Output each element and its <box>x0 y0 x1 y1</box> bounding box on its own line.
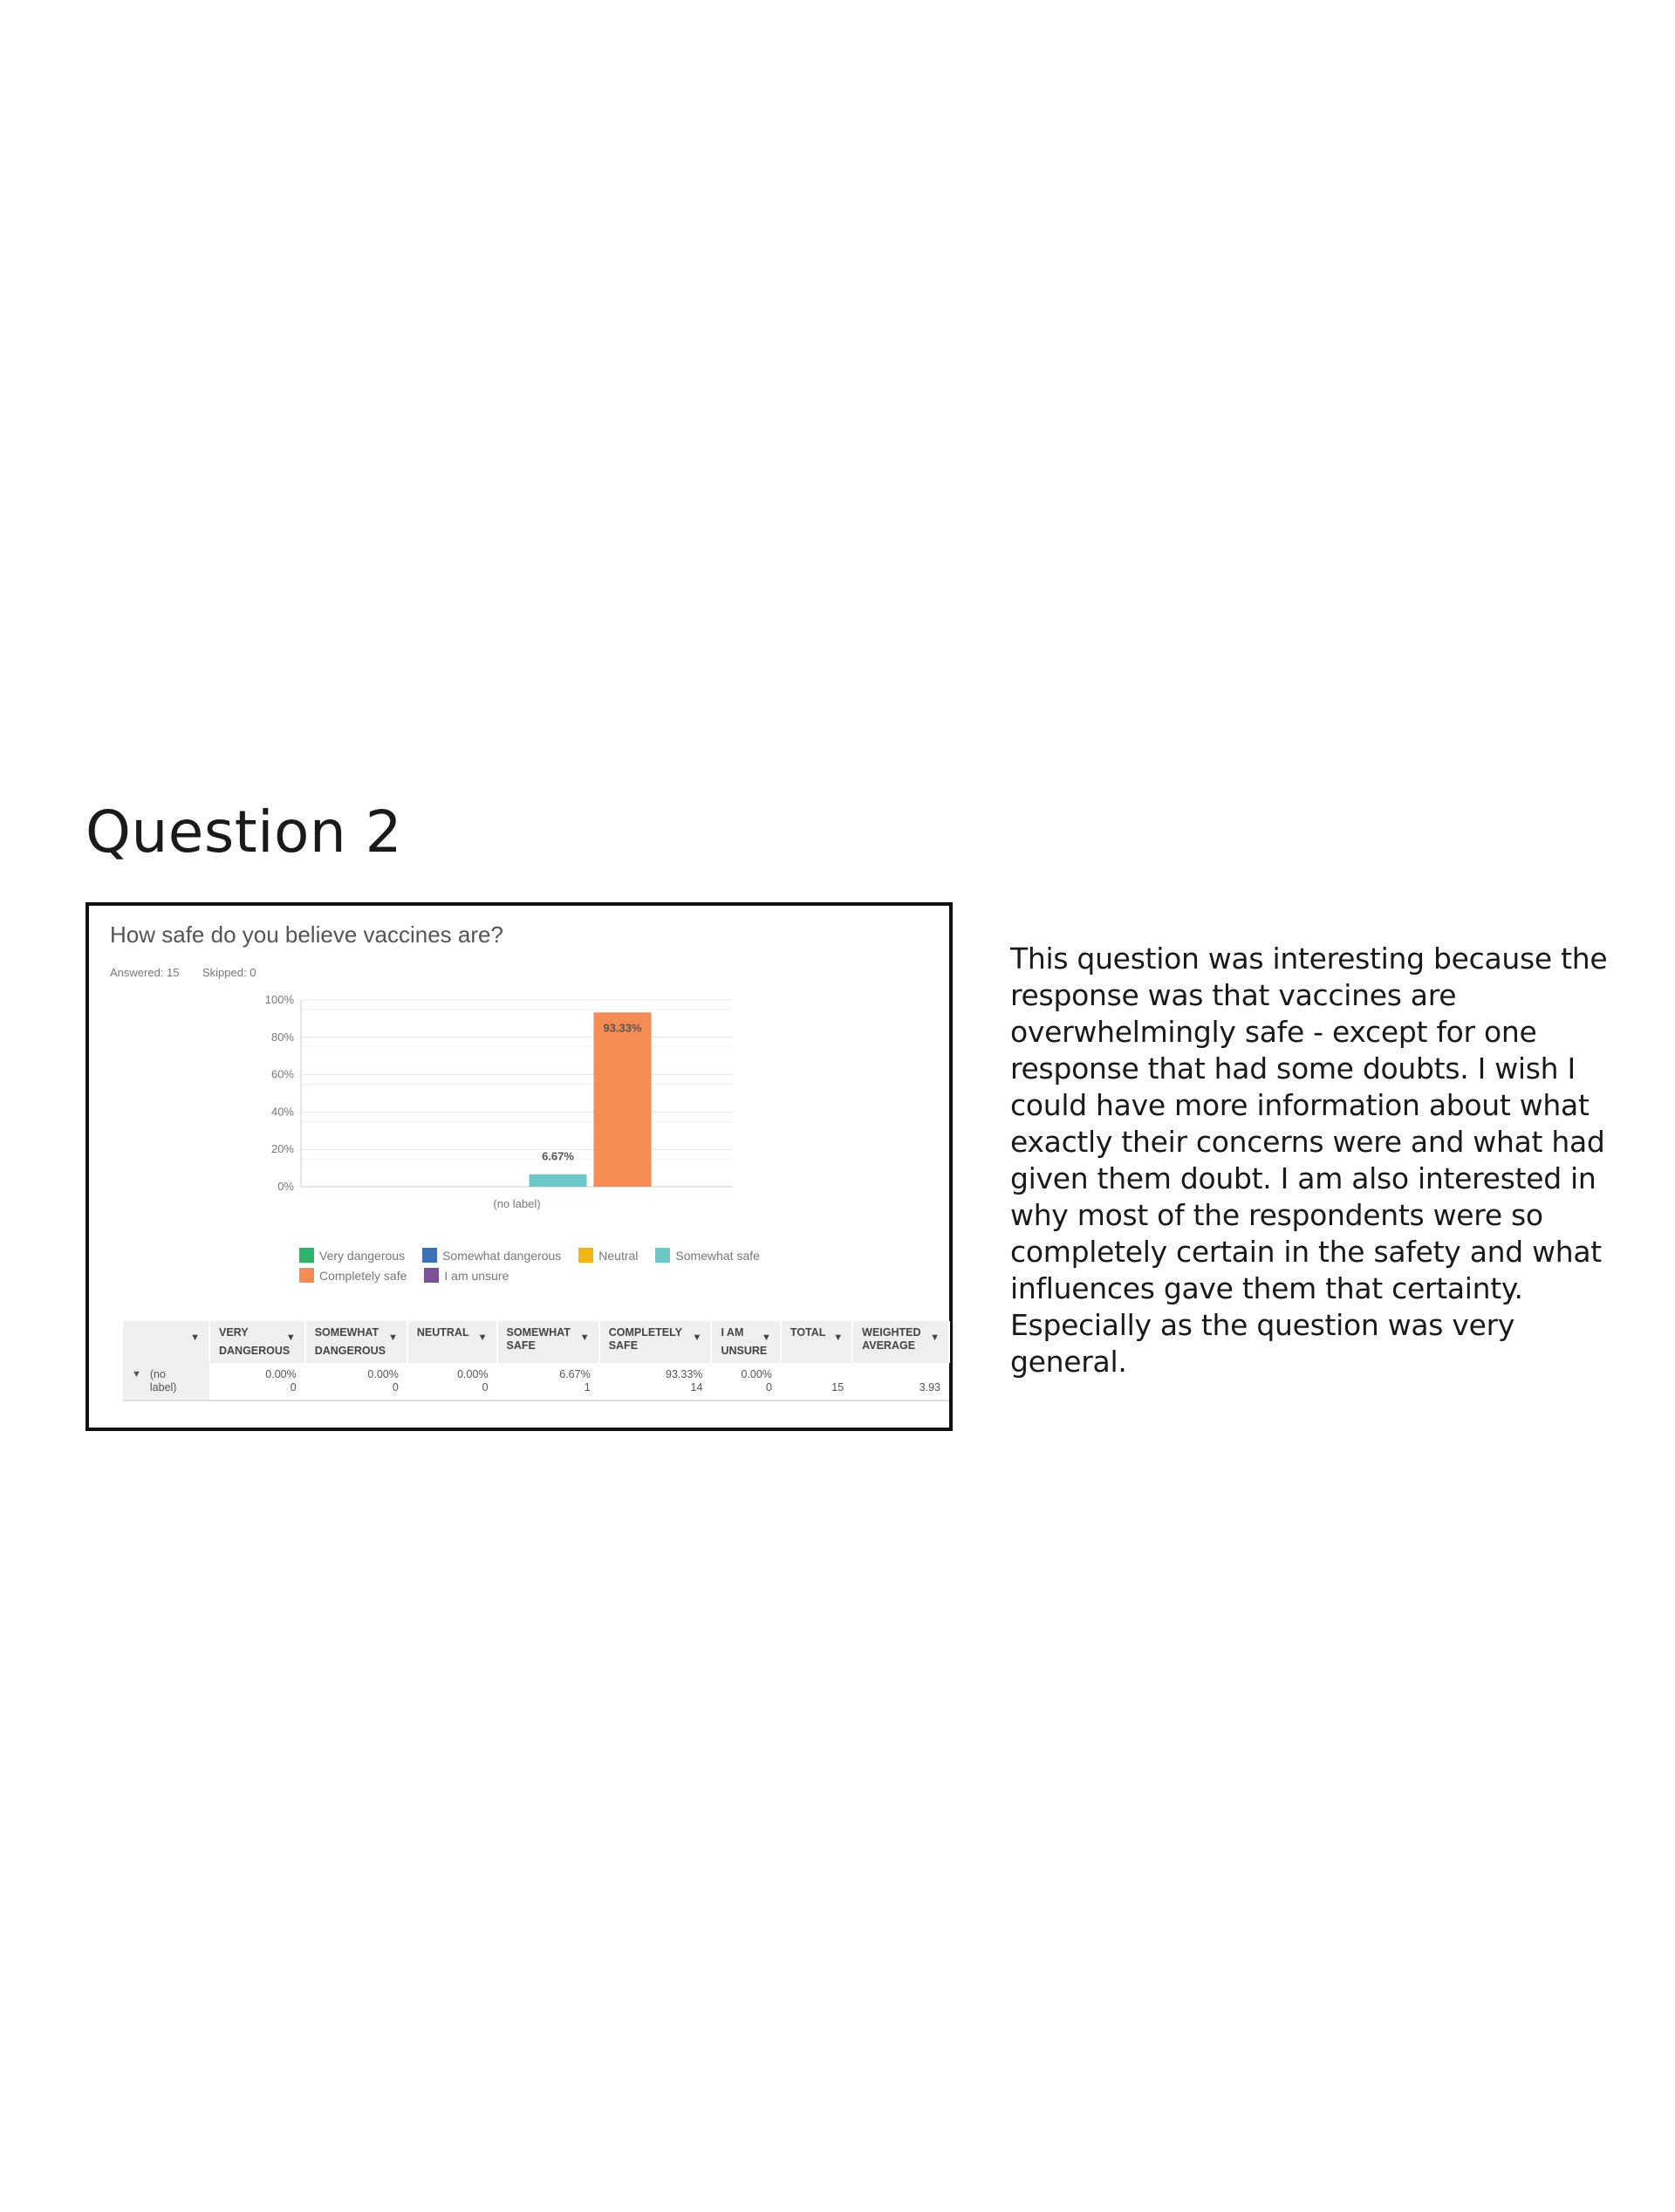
column-header-somewhat-dangerous[interactable]: ▼ SOMEWHAT DANGEROUS <box>305 1321 407 1363</box>
column-header-neutral[interactable]: ▼ NEUTRAL <box>407 1321 497 1363</box>
sort-arrow-icon[interactable]: ▼ <box>387 1332 398 1343</box>
sort-arrow-icon[interactable]: ▼ <box>579 1332 590 1343</box>
legend-item-neutral[interactable] <box>578 1248 638 1263</box>
sort-arrow-icon[interactable]: ▼ <box>190 1332 200 1343</box>
legend-label: Completely safe <box>319 1268 407 1283</box>
table-cell: 0.00% 0 <box>209 1363 305 1400</box>
y-tick-label: 60% <box>270 1067 294 1081</box>
answered-count: Answered: 15 <box>110 966 180 979</box>
column-header-expand[interactable] <box>123 1321 209 1363</box>
legend-label: Somewhat dangerous <box>442 1248 562 1263</box>
legend-swatch <box>299 1248 314 1263</box>
legend-swatch <box>299 1268 314 1283</box>
sort-arrow-icon[interactable]: ▼ <box>285 1332 296 1343</box>
legend-item-completely-safe[interactable] <box>299 1268 407 1283</box>
table-cell: 93.33% 14 <box>599 1363 712 1400</box>
y-tick-label: 40% <box>270 1105 294 1119</box>
bar-chart <box>253 995 776 1230</box>
table-cell: 0.00% 0 <box>711 1363 780 1400</box>
column-header-weighted-average[interactable]: ▼ WEIGHTED AVERAGE <box>852 1321 949 1363</box>
chart-legend <box>299 1248 788 1288</box>
sort-arrow-icon[interactable]: ▼ <box>762 1332 771 1343</box>
row-header[interactable]: ▼ (no label) <box>123 1363 209 1400</box>
table-cell-weighted-average: 3.93 <box>852 1363 949 1400</box>
y-tick-label: 100% <box>264 995 294 1006</box>
x-tick-label: (no label) <box>493 1197 541 1210</box>
sort-arrow-icon[interactable]: ▼ <box>833 1332 844 1343</box>
table-row <box>123 1363 949 1400</box>
legend-item-i-am-unsure[interactable] <box>424 1268 509 1283</box>
expand-arrow-icon[interactable]: ▼ <box>132 1369 141 1380</box>
legend-swatch <box>422 1248 437 1263</box>
bar-completely-safe <box>594 1012 652 1187</box>
bar-somewhat-safe <box>530 1174 587 1187</box>
table-header-row <box>123 1321 949 1363</box>
legend-item-very-dangerous[interactable] <box>299 1248 405 1263</box>
y-tick-label: 80% <box>270 1030 294 1044</box>
legend-label: I am unsure <box>444 1268 509 1283</box>
table-cell: 6.67% 1 <box>497 1363 599 1400</box>
legend-item-somewhat-safe[interactable] <box>655 1248 760 1263</box>
column-header-somewhat-safe[interactable]: ▼ SOMEWHAT SAFE <box>497 1321 599 1363</box>
table-cell-total: 15 <box>781 1363 852 1400</box>
sort-arrow-icon[interactable]: ▼ <box>692 1332 702 1343</box>
page-heading: Question 2 <box>85 798 403 866</box>
data-label: 93.33% <box>603 1021 642 1035</box>
table-cell: 0.00% 0 <box>407 1363 497 1400</box>
column-header-i-am-unsure[interactable]: ▼ I AM UNSURE <box>711 1321 780 1363</box>
legend-label: Very dangerous <box>319 1248 406 1263</box>
y-tick-label: 0% <box>277 1180 294 1193</box>
skipped-count: Skipped: 0 <box>202 966 256 979</box>
legend-swatch <box>424 1268 439 1283</box>
data-label: 6.67% <box>542 1149 574 1163</box>
results-table <box>123 1321 950 1401</box>
sort-arrow-icon[interactable]: ▼ <box>930 1332 940 1343</box>
column-header-very-dangerous[interactable]: ▼ VERY DANGEROUS <box>209 1321 305 1363</box>
survey-question-title: How safe do you believe vaccines are? <box>110 921 503 948</box>
legend-swatch <box>578 1248 593 1263</box>
y-tick-label: 20% <box>270 1142 294 1156</box>
commentary-text: This question was interesting because the response was that vaccines are overwhelmingly safe - except for one response that had some doubts. I wish I could have more information about what exactly their concerns were and what had given them doubt. I am also interested in why most of the respondents were so completely certain in the safety and what influences gave them that certainty. Especially as the question was very general. <box>1010 942 1608 1379</box>
column-header-completely-safe[interactable]: ▼ COMPLETELY SAFE <box>599 1321 712 1363</box>
legend-swatch <box>655 1248 670 1263</box>
column-header-total[interactable]: ▼ TOTAL <box>781 1321 852 1363</box>
table-cell: 0.00% 0 <box>305 1363 407 1400</box>
legend-item-somewhat-dangerous[interactable] <box>422 1248 561 1263</box>
legend-label: Somewhat safe <box>675 1248 760 1263</box>
sort-arrow-icon[interactable]: ▼ <box>477 1332 488 1343</box>
legend-label: Neutral <box>598 1248 639 1263</box>
